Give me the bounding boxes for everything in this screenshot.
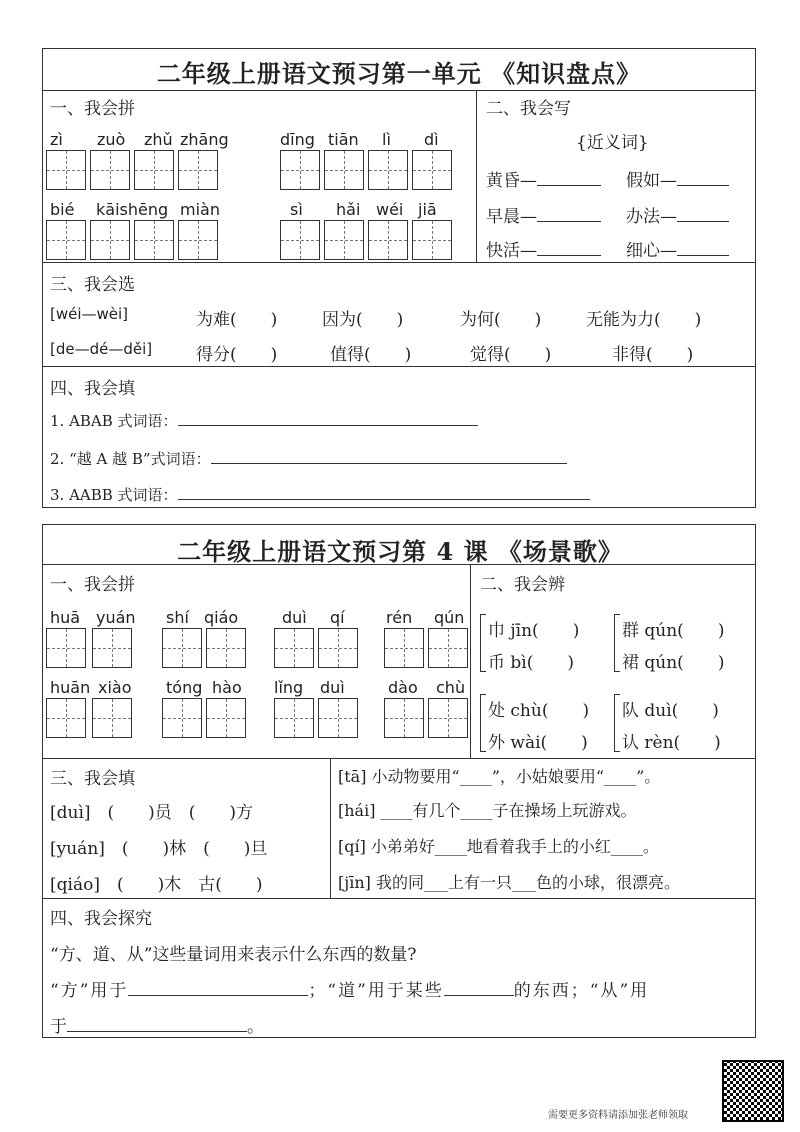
worksheet-1-title: 二年级上册语文预习第一单元 《知识盘点》	[156, 59, 642, 88]
writing-cell[interactable]	[92, 698, 132, 738]
pinyin: duì	[282, 608, 307, 627]
bian-item: 群 qún( )	[622, 621, 725, 641]
pinyin: zhǔ	[144, 130, 173, 149]
pinyin: tiān	[328, 130, 359, 149]
bian-item: 外 wài( )	[488, 733, 588, 753]
writing-cell[interactable]	[134, 220, 174, 260]
writing-cell[interactable]	[274, 628, 314, 668]
pinyin: dì	[424, 130, 439, 149]
explore-answer-line2: 于 。	[50, 1017, 264, 1037]
writing-cell[interactable]	[368, 150, 408, 190]
bian-item: 币 bì( )	[488, 653, 574, 673]
sentence-item: [qí] 小弟弟好____地看着我手上的小红____。	[338, 837, 659, 856]
choose-item: 值得( )	[330, 345, 412, 365]
fill3-item: [yuán] ( )林 ( )旦	[50, 839, 268, 859]
w2-sec4-heading: 四、我会探究	[50, 909, 152, 929]
pinyin: miàn	[180, 200, 220, 219]
pinyin: tóng	[166, 678, 203, 697]
writing-cell[interactable]	[90, 150, 130, 190]
choose-item: 无能为力( )	[586, 310, 702, 330]
pinyin: chù	[436, 678, 466, 697]
writing-cell[interactable]	[46, 628, 86, 668]
writing-cell[interactable]	[368, 220, 408, 260]
bian-item: 队 duì( )	[622, 701, 719, 721]
w1-sec4-heading: 四、我会填	[50, 379, 135, 399]
writing-cell[interactable]	[178, 220, 218, 260]
synonym-item: 假如—	[626, 166, 729, 191]
pinyin: zuò	[97, 130, 126, 149]
writing-cell[interactable]	[384, 698, 424, 738]
writing-cell[interactable]	[46, 220, 86, 260]
writing-cell[interactable]	[162, 628, 202, 668]
writing-cell[interactable]	[324, 150, 364, 190]
synonym-item: 早晨—	[486, 202, 601, 227]
qr-code-icon	[722, 1060, 784, 1122]
writing-cell[interactable]	[318, 628, 358, 668]
writing-cell[interactable]	[46, 150, 86, 190]
pinyin: lǐng	[274, 678, 304, 697]
pinyin: shí	[166, 608, 189, 627]
sentence-item: [jīn] 我的同___上有一只___色的小球，很漂亮。	[338, 873, 680, 892]
worksheet-2-title: 二年级上册语文预习第 4 课 《场景歌》	[177, 537, 623, 566]
writing-cell[interactable]	[46, 698, 86, 738]
pinyin: xiào	[98, 678, 132, 697]
pinyin: huān	[50, 678, 91, 697]
choose-item: 为难( )	[196, 310, 278, 330]
pinyin: yuán	[96, 608, 136, 627]
pinyin: lì	[382, 130, 391, 149]
sentence-item: [hái] ____有几个____子在操场上玩游戏。	[338, 801, 637, 820]
choose-item: 为何( )	[460, 310, 542, 330]
writing-cell[interactable]	[318, 698, 358, 738]
choose-item: 得分( )	[196, 345, 278, 365]
synonym-item: 细心—	[626, 236, 729, 261]
writing-cell[interactable]	[206, 698, 246, 738]
pinyin: kāishēng	[96, 200, 169, 219]
writing-cell[interactable]	[324, 220, 364, 260]
choose-label: [de—dé—děi]	[50, 340, 153, 358]
writing-cell[interactable]	[280, 150, 320, 190]
pinyin: huā	[50, 608, 81, 627]
choose-item: 因为( )	[322, 310, 404, 330]
writing-cell[interactable]	[178, 150, 218, 190]
pinyin: sì	[290, 200, 303, 219]
pinyin: zhāng	[180, 130, 229, 149]
writing-cell[interactable]	[90, 220, 130, 260]
bian-item: 巾 jīn( )	[488, 621, 580, 641]
writing-cell[interactable]	[428, 628, 468, 668]
bian-item: 认 rèn( )	[622, 733, 721, 753]
fill-item: 3. AABB 式词语：	[50, 484, 590, 505]
footer-note: 需要更多资料请添加张老师领取	[548, 1110, 688, 1121]
fill-item: 1. ABAB 式词语：	[50, 410, 478, 431]
worksheet-1	[42, 48, 756, 508]
pinyin: qún	[434, 608, 465, 627]
writing-cell[interactable]	[206, 628, 246, 668]
pinyin: hǎi	[336, 200, 361, 219]
writing-cell[interactable]	[274, 698, 314, 738]
pinyin: qí	[330, 608, 345, 627]
writing-cell[interactable]	[92, 628, 132, 668]
explore-answer-line1: “方”用于 ；“道”用于某些 的东西；“从”用	[50, 981, 650, 1001]
synonym-item: 快活—	[486, 236, 601, 261]
pinyin: qiáo	[204, 608, 239, 627]
writing-cell[interactable]	[162, 698, 202, 738]
pinyin: zì	[50, 130, 63, 149]
w2-sec2-heading: 二、我会辨	[480, 575, 565, 595]
w2-sec1-heading: 一、我会拼	[50, 575, 135, 595]
pinyin: dào	[388, 678, 418, 697]
writing-cell[interactable]	[134, 150, 174, 190]
bian-item: 裙 qún( )	[622, 653, 725, 673]
writing-cell[interactable]	[280, 220, 320, 260]
synonym-item: 办法—	[626, 202, 729, 227]
writing-cell[interactable]	[412, 150, 452, 190]
sentence-item: [tā] 小动物要用“____”，小姑娘要用“____”。	[338, 767, 661, 786]
choose-item: 觉得( )	[470, 345, 552, 365]
pinyin: rén	[386, 608, 413, 627]
fill3-item: [qiáo] ( )木 古( )	[50, 875, 263, 895]
synonym-item: 黄昏—	[486, 166, 601, 191]
choose-label: [wéi—wèi]	[50, 305, 129, 323]
writing-cell[interactable]	[428, 698, 468, 738]
pinyin: jiā	[418, 200, 437, 219]
pinyin: wéi	[376, 200, 404, 219]
pinyin: dīng	[280, 130, 315, 149]
writing-cell[interactable]	[384, 628, 424, 668]
w1-sec2-subheading: {近义词}	[576, 133, 649, 153]
pinyin: duì	[320, 678, 345, 697]
pinyin: bié	[50, 200, 75, 219]
fill3-item: [duì] ( )员 ( )方	[50, 803, 254, 823]
w1-sec3-heading: 三、我会选	[50, 275, 135, 295]
pinyin: hào	[212, 678, 242, 697]
explore-question: “方、道、从”这些量词用来表示什么东西的数量?	[50, 945, 417, 965]
w2-sec3-heading: 三、我会填	[50, 769, 135, 789]
w1-sec2-heading: 二、我会写	[486, 99, 571, 119]
writing-cell[interactable]	[412, 220, 452, 260]
choose-item: 非得( )	[612, 345, 694, 365]
bian-item: 处 chù( )	[488, 701, 590, 721]
fill-item: 2. “越 A 越 B”式词语：	[50, 448, 567, 469]
w1-sec1-heading: 一、我会拼	[50, 99, 135, 119]
